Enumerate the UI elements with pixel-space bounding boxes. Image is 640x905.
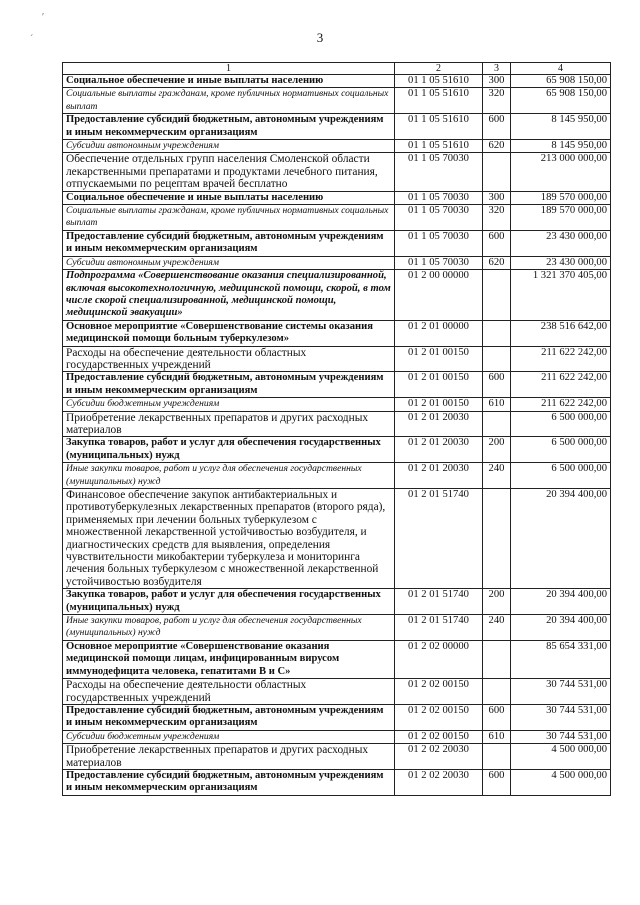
row-csr-code: 01 1 05 70030: [395, 256, 483, 269]
row-expense-type: 620: [483, 140, 511, 153]
row-amount: 238 516 642,00: [511, 320, 611, 346]
table-row: [63, 346, 611, 372]
table-row: [63, 205, 611, 231]
table-row: [63, 589, 611, 615]
row-csr-code: 01 2 02 00000: [395, 640, 483, 678]
row-amount: 20 394 400,00: [511, 589, 611, 615]
row-amount: 30 744 531,00: [511, 704, 611, 730]
row-csr-code: 01 2 02 00150: [395, 730, 483, 743]
table-row: [63, 463, 611, 489]
row-name: Подпрограмма «Совершенствование оказания специализированной, включая высокотехнологичную, медицинской помощи, скорой, в том числе скорой специализированной, медицинской помощи, медицинской эвакуации»: [63, 270, 395, 321]
row-expense-type: 600: [483, 372, 511, 398]
row-amount: 23 430 000,00: [511, 256, 611, 269]
row-amount: 211 622 242,00: [511, 346, 611, 372]
row-amount: 4 500 000,00: [511, 744, 611, 770]
row-name: Закупка товаров, работ и услуг для обеспечения государственных (муниципальных) нужд: [63, 437, 395, 463]
row-csr-code: 01 2 01 00150: [395, 346, 483, 372]
row-expense-type: [483, 744, 511, 770]
row-amount: 30 744 531,00: [511, 679, 611, 705]
row-csr-code: 01 2 01 51740: [395, 589, 483, 615]
row-expense-type: 620: [483, 256, 511, 269]
row-expense-type: 600: [483, 704, 511, 730]
row-amount: 189 570 000,00: [511, 205, 611, 231]
margin-mark: ′: [42, 12, 45, 23]
table-row: [63, 140, 611, 153]
table-row: [63, 75, 611, 88]
row-name: Финансовое обеспечение закупок антибактериальных и противотуберкулезных лекарственных препаратов (второго ряда), применяемых при лечении больных туберкулезом с множественной лекарственной устойчивостью возбудителя, и диагностических средств для выявления, определения чувствительности микобактерии туберкулеза и мониторинга лечения больных туберкулезом с множественной лекарственной устойчивостью возбудителя: [63, 489, 395, 589]
table-row: [63, 640, 611, 678]
row-amount: 20 394 400,00: [511, 615, 611, 641]
row-name: Обеспечение отдельных групп населения Смоленской области лекарственными препаратами и продуктами лечебного питания, отпускаемыми по рецептам врачей бесплатно: [63, 153, 395, 191]
row-expense-type: [483, 679, 511, 705]
row-csr-code: 01 1 05 51610: [395, 114, 483, 140]
table-body: [63, 75, 611, 796]
row-amount: 23 430 000,00: [511, 230, 611, 256]
row-expense-type: 610: [483, 730, 511, 743]
table-row: [63, 88, 611, 114]
row-csr-code: 01 2 00 00000: [395, 270, 483, 321]
row-amount: 85 654 331,00: [511, 640, 611, 678]
row-expense-type: 600: [483, 230, 511, 256]
row-amount: 211 622 242,00: [511, 372, 611, 398]
table-row: [63, 411, 611, 437]
row-csr-code: 01 1 05 70030: [395, 205, 483, 231]
row-name: Социальные выплаты гражданам, кроме публичных нормативных социальных выплат: [63, 205, 395, 231]
table-row: [63, 191, 611, 204]
table-row: [63, 372, 611, 398]
header-col-1: 1: [63, 63, 395, 75]
row-csr-code: 01 2 02 00150: [395, 704, 483, 730]
row-amount: 30 744 531,00: [511, 730, 611, 743]
row-name: Предоставление субсидий бюджетным, автономным учреждениям и иным некоммерческим организациям: [63, 230, 395, 256]
row-csr-code: 01 1 05 70030: [395, 153, 483, 191]
row-name: Предоставление субсидий бюджетным, автономным учреждениям и иным некоммерческим организациям: [63, 372, 395, 398]
row-name: Социальное обеспечение и иные выплаты населению: [63, 75, 395, 88]
row-csr-code: 01 2 01 20030: [395, 437, 483, 463]
table-row: [63, 270, 611, 321]
row-csr-code: 01 2 02 00150: [395, 679, 483, 705]
table-row: [63, 704, 611, 730]
row-name: Субсидии автономным учреждениям: [63, 140, 395, 153]
row-expense-type: [483, 346, 511, 372]
header-col-3: 3: [483, 63, 511, 75]
row-csr-code: 01 2 01 00000: [395, 320, 483, 346]
row-csr-code: 01 1 05 51610: [395, 75, 483, 88]
table-row: [63, 230, 611, 256]
row-expense-type: 320: [483, 205, 511, 231]
table-row: [63, 489, 611, 589]
row-csr-code: 01 1 05 70030: [395, 230, 483, 256]
row-csr-code: 01 1 05 70030: [395, 191, 483, 204]
row-amount: 8 145 950,00: [511, 114, 611, 140]
row-name: Расходы на обеспечение деятельности областных государственных учреждений: [63, 679, 395, 705]
row-name: Приобретение лекарственных препаратов и других расходных материалов: [63, 411, 395, 437]
row-name: Социальное обеспечение и иные выплаты населению: [63, 191, 395, 204]
table-row: [63, 679, 611, 705]
row-amount: 8 145 950,00: [511, 140, 611, 153]
row-expense-type: 600: [483, 114, 511, 140]
row-csr-code: 01 2 01 51740: [395, 489, 483, 589]
table-row: [63, 744, 611, 770]
row-csr-code: 01 2 01 20030: [395, 463, 483, 489]
row-expense-type: [483, 270, 511, 321]
row-name: Предоставление субсидий бюджетным, автономным учреждениям и иным некоммерческим организациям: [63, 114, 395, 140]
row-expense-type: [483, 489, 511, 589]
table-row: [63, 320, 611, 346]
row-expense-type: 240: [483, 463, 511, 489]
row-expense-type: 610: [483, 398, 511, 411]
row-name: Закупка товаров, работ и услуг для обеспечения государственных (муниципальных) нужд: [63, 589, 395, 615]
row-name: Расходы на обеспечение деятельности областных государственных учреждений: [63, 346, 395, 372]
table-row: [63, 398, 611, 411]
row-name: Основное мероприятие «Совершенствование системы оказания медицинской помощи больным туберкулезом»: [63, 320, 395, 346]
row-amount: 6 500 000,00: [511, 411, 611, 437]
row-amount: 20 394 400,00: [511, 489, 611, 589]
margin-mark: ´: [30, 34, 34, 45]
table-row: [63, 114, 611, 140]
row-amount: 6 500 000,00: [511, 463, 611, 489]
row-name: Иные закупки товаров, работ и услуг для обеспечения государственных (муниципальных) нужд: [63, 463, 395, 489]
row-amount: 65 908 150,00: [511, 75, 611, 88]
row-expense-type: [483, 153, 511, 191]
row-amount: 1 321 370 405,00: [511, 270, 611, 321]
row-csr-code: 01 2 02 20030: [395, 769, 483, 795]
row-csr-code: 01 2 01 20030: [395, 411, 483, 437]
row-expense-type: 300: [483, 75, 511, 88]
row-amount: 6 500 000,00: [511, 437, 611, 463]
header-col-2: 2: [395, 63, 483, 75]
table-row: [63, 769, 611, 795]
row-expense-type: 600: [483, 769, 511, 795]
table-row: [63, 730, 611, 743]
header-col-4: 4: [511, 63, 611, 75]
table-row: [63, 437, 611, 463]
row-expense-type: [483, 411, 511, 437]
row-name: Основное мероприятие «Совершенствование оказания медицинской помощи лицам, инфицированным вирусом иммунодефицита человека, гепатитами В и С»: [63, 640, 395, 678]
row-name: Субсидии бюджетным учреждениям: [63, 398, 395, 411]
row-amount: 4 500 000,00: [511, 769, 611, 795]
row-expense-type: [483, 320, 511, 346]
table-header-row: [63, 63, 611, 75]
row-amount: 189 570 000,00: [511, 191, 611, 204]
table-row: [63, 256, 611, 269]
row-name: Иные закупки товаров, работ и услуг для обеспечения государственных (муниципальных) нужд: [63, 615, 395, 641]
row-expense-type: 200: [483, 437, 511, 463]
row-name: Социальные выплаты гражданам, кроме публичных нормативных социальных выплат: [63, 88, 395, 114]
page-number: 3: [316, 30, 324, 45]
row-expense-type: 240: [483, 615, 511, 641]
row-expense-type: 200: [483, 589, 511, 615]
row-csr-code: 01 1 05 51610: [395, 140, 483, 153]
row-csr-code: 01 2 02 20030: [395, 744, 483, 770]
row-csr-code: 01 1 05 51610: [395, 88, 483, 114]
row-expense-type: 300: [483, 191, 511, 204]
row-amount: 211 622 242,00: [511, 398, 611, 411]
row-expense-type: 320: [483, 88, 511, 114]
table-row: [63, 615, 611, 641]
row-csr-code: 01 2 01 51740: [395, 615, 483, 641]
row-name: Предоставление субсидий бюджетным, автономным учреждениям и иным некоммерческим организациям: [63, 769, 395, 795]
row-amount: 65 908 150,00: [511, 88, 611, 114]
row-name: Субсидии автономным учреждениям: [63, 256, 395, 269]
table-row: [63, 153, 611, 191]
row-csr-code: 01 2 01 00150: [395, 398, 483, 411]
row-expense-type: [483, 640, 511, 678]
row-name: Предоставление субсидий бюджетным, автономным учреждениям и иным некоммерческим организациям: [63, 704, 395, 730]
row-csr-code: 01 2 01 00150: [395, 372, 483, 398]
budget-table: [62, 62, 611, 796]
row-name: Субсидии бюджетным учреждениям: [63, 730, 395, 743]
row-name: Приобретение лекарственных препаратов и других расходных материалов: [63, 744, 395, 770]
row-amount: 213 000 000,00: [511, 153, 611, 191]
